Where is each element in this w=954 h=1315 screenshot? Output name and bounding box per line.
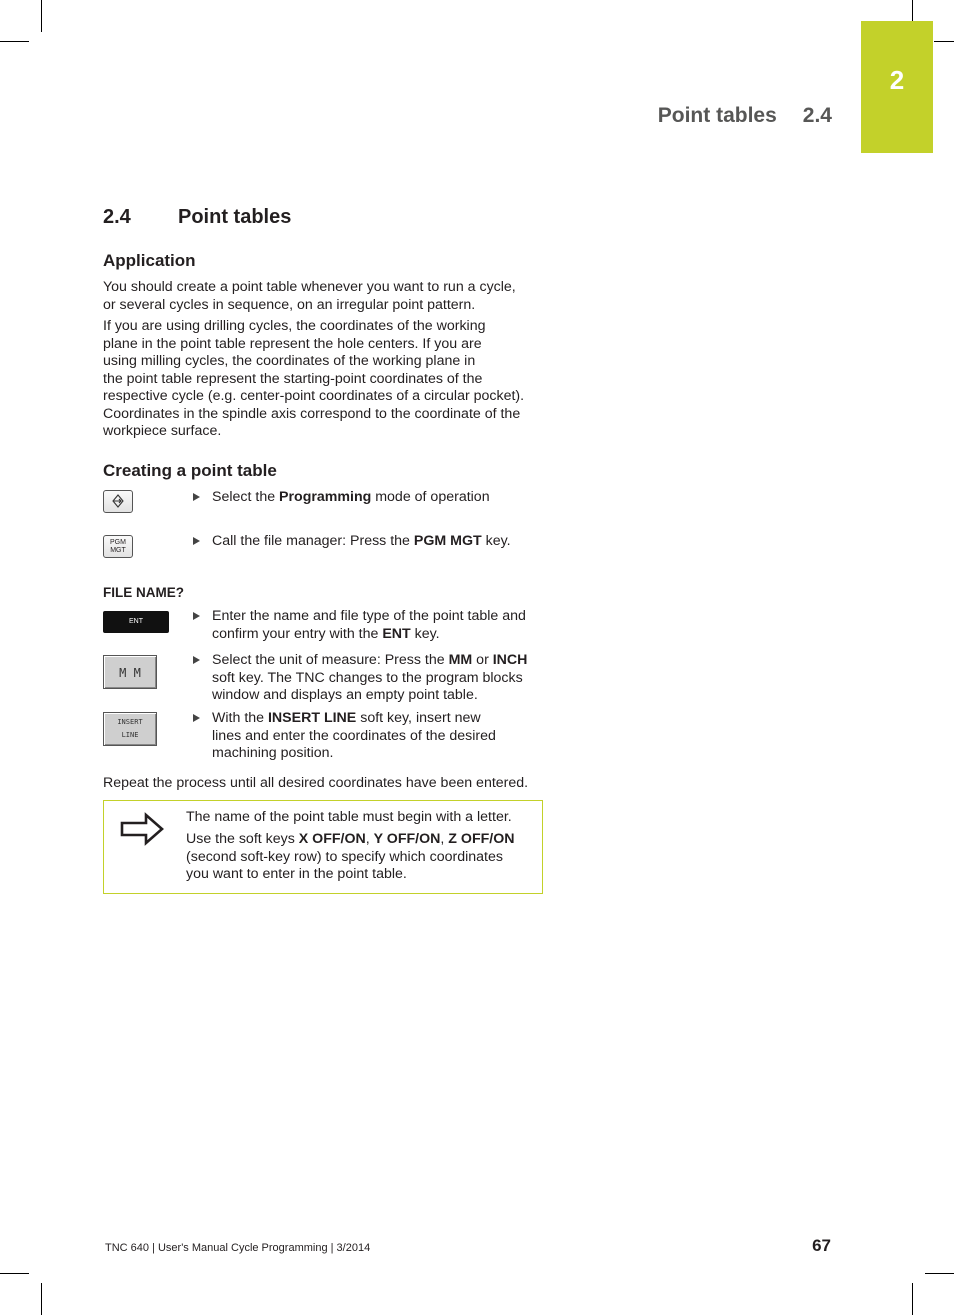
text: or: [472, 652, 493, 668]
crop-mark: [0, 41, 29, 42]
text-line: using milling cycles, the coordinates of the working plane in: [103, 353, 476, 369]
bullet-triangle-icon: [193, 493, 200, 501]
crop-mark: [0, 1273, 29, 1274]
crop-mark: [41, 0, 42, 32]
text-line: If you are using drilling cycles, the coordinates of the working: [103, 318, 486, 334]
text: mode of operation: [371, 489, 490, 505]
text-line: window and displays an empty point table.: [212, 687, 478, 704]
text: confirm your entry with the: [212, 625, 383, 642]
key-name: INCH: [492, 652, 528, 668]
application-heading: Application: [103, 251, 196, 270]
ent-key-icon: [103, 611, 169, 633]
chapter-number: 2: [889, 65, 905, 95]
pgm-mgt-key-icon: [103, 535, 133, 558]
text: key.: [410, 625, 440, 642]
text: ,: [440, 831, 449, 847]
text-line: or several cycles in sequence, on an irregular point pattern.: [103, 296, 476, 313]
mm-softkey-icon: [103, 655, 157, 689]
footer-text: TNC 640 | User's Manual Cycle Programming | 3/2014: [105, 1242, 371, 1254]
insert-line-softkey-icon: [103, 712, 157, 746]
text-line: respective cycle (e.g. center-point coordinates of a circular pocket).: [103, 388, 525, 404]
file-name-prompt: FILE NAME?: [103, 585, 184, 600]
key-name: PGM MGT: [413, 533, 482, 549]
application-paragraph-1: [103, 279, 548, 314]
text: soft key, insert new: [356, 710, 481, 726]
text-line: soft key. The TNC changes to the program blocks: [212, 669, 523, 686]
bullet-triangle-icon: [193, 714, 200, 722]
text: Call the file manager: Press the: [212, 533, 414, 549]
text-line: Enter the name and file type of the point table and: [212, 608, 526, 624]
step-select-unit: [193, 652, 543, 705]
text: Select the unit of measure: Press the: [212, 652, 449, 668]
key-name: INSERT LINE: [267, 710, 357, 726]
key-name: ENT: [382, 625, 411, 642]
application-paragraph-2: [103, 318, 548, 441]
key-name: Z OFF/ON: [448, 831, 515, 847]
page-number: 67: [812, 1236, 831, 1255]
crop-mark: [912, 0, 913, 22]
programming-mode-icon: [104, 491, 132, 512]
text-line: workpiece surface.: [103, 423, 222, 439]
text-line: machining position.: [212, 745, 334, 762]
text: Use the soft keys: [186, 831, 299, 847]
text: Select the: [212, 489, 280, 505]
bullet-triangle-icon: [193, 537, 200, 545]
key-label: INSERT: [117, 718, 143, 726]
text-line: Coordinates in the spindle axis correspond to the coordinate of the: [103, 405, 521, 422]
section-title-text: Point tables: [178, 206, 292, 228]
text-line: lines and enter the coordinates of the desired: [212, 727, 496, 744]
arrow-right-icon: [120, 811, 164, 847]
note-line-2: [186, 831, 536, 849]
note-line-4: you want to enter in the point table.: [186, 866, 407, 882]
repeat-text: Repeat the process until all desired coordinates have been entered.: [103, 775, 529, 791]
text: key.: [481, 533, 511, 549]
section-title: [103, 206, 291, 229]
key-name: Programming: [279, 489, 372, 505]
crop-mark: [912, 1283, 913, 1315]
bullet-triangle-icon: [193, 612, 200, 620]
text-line: plane in the point table represent the hole centers. If you are: [103, 335, 482, 352]
key-label: LINE: [121, 731, 139, 739]
key-label: PGM: [110, 539, 126, 546]
key-name: MM: [448, 652, 473, 668]
crop-mark: [925, 1273, 954, 1274]
running-title: Point tables: [657, 104, 777, 127]
chapter-tab: [861, 21, 933, 153]
key-label: M M: [119, 666, 141, 680]
step-call-file-manager: [193, 533, 543, 551]
key-label: ENT: [129, 618, 143, 625]
creating-heading: Creating a point table: [103, 461, 277, 480]
text: With the: [212, 710, 268, 726]
key-label: MGT: [110, 547, 126, 554]
note-line-1: The name of the point table must begin with a letter.: [186, 809, 512, 825]
text: ,: [365, 831, 374, 847]
step-select-programming: [193, 489, 543, 507]
step-insert-line: [193, 710, 543, 763]
key-name: X OFF/ON: [298, 831, 366, 847]
text-line: the point table represent the starting-point coordinates of the: [103, 370, 483, 387]
note-line-3: (second soft-key row) to specify which coordinates: [186, 849, 503, 865]
step-enter-name: [193, 608, 543, 643]
programming-key-icon: [103, 490, 133, 513]
text-line: You should create a point table whenever you want to run a cycle,: [103, 279, 516, 295]
section-number: 2.4: [103, 206, 131, 228]
crop-mark: [41, 1283, 42, 1315]
bullet-triangle-icon: [193, 656, 200, 664]
running-header: [658, 104, 832, 128]
crop-mark: [934, 41, 954, 42]
running-number: 2.4: [802, 104, 832, 127]
key-name: Y OFF/ON: [373, 831, 441, 847]
